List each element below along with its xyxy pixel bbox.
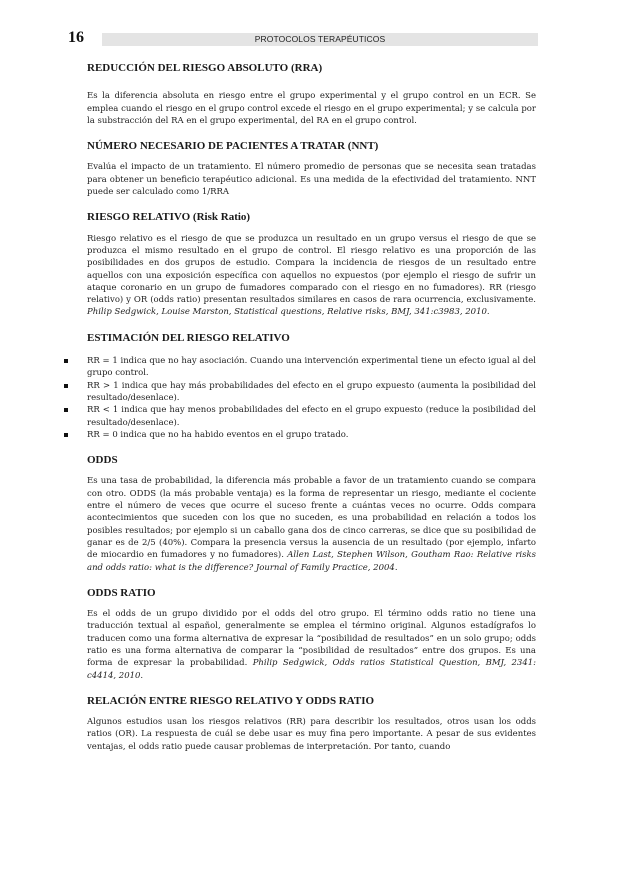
section-heading: REDUCCIÓN DEL RIESGO ABSOLUTO (RRA) — [87, 62, 323, 74]
list-item-text: RR = 0 indica que no ha habido eventos en el grupo tratado. — [87, 429, 349, 440]
citation: Philip Sedgwick, Louise Marston, Statistical questions, Relative risks, BMJ, 341:c3983, 2010. — [87, 307, 490, 318]
citation: Philip Sedgwick, Odds ratios Statistical Question, BMJ, 2341: c4414, 2010. — [87, 658, 537, 681]
section-odds — [87, 454, 536, 574]
section-nnt — [87, 140, 536, 198]
running-title: PROTOCOLOS TERAPÉUTICOS — [254, 34, 386, 44]
section-rra — [87, 62, 536, 127]
list-item — [87, 404, 536, 429]
section-heading: RIESGO RELATIVO (Risk Ratio) — [87, 211, 251, 224]
paragraph-text: Es el odds de un grupo dividido por el odds del otro grupo. El término odds ratio no tiene una traducción textual al español, generalmente se emplea el término original. Algunos estadígrafos lo traducen como una forma alternativa de expresar la “posibilidad de resultados” en un solo grupo; odds ratio es una forma alternativa de comparar la “posibilidad de resultados” entre dos grupos. Es una forma de expresar la probabilidad. — [87, 609, 536, 669]
section-riesgo-relativo — [87, 211, 536, 318]
section-heading: NÚMERO NECESARIO DE PACIENTES A TRATAR (NNT) — [87, 140, 379, 153]
section-odds-ratio — [87, 587, 536, 682]
document-body — [87, 62, 536, 753]
list-item — [87, 355, 536, 380]
paragraph-text: Riesgo relativo es el riesgo de que se produzca un resultado en un grupo versus el riesgo de que se produzca el mismo resultado en el grupo de control. El riesgo relativo es una proporción de las posibilidades en dos grupos de estudio. Compara la incidencia de riesgos de un resultado entre aquellos con una exposición específica con aquellos no expuestos (por ejemplo el riesgo de sufrir un ataque coronario en un grupo de fumadores comparado con el riesgo en no fumadores). RR (riesgo relativo) y OR (odds ratio) presentan resultados similares en casos de rara ocurrencia, exclusivamente. — [87, 233, 536, 306]
list-item — [87, 380, 536, 405]
section-paragraph: Es la diferencia absoluta en riesgo entre el grupo experimental y el grupo control en un ECR. Se emplea cuando el riesgo en el grupo control excede el riesgo en el grupo experimental; y se calcula por la substracción del RA en el grupo experimental, del RA en el grupo control. — [87, 91, 536, 126]
section-heading: ESTIMACIÓN DEL RIESGO RELATIVO — [87, 331, 290, 344]
section-estimacion-riesgo-relativo — [87, 332, 536, 441]
page-number: 16 — [68, 29, 84, 46]
paragraph-text: Es una tasa de probabilidad, la diferencia más probable a favor de un tratamiento cuando se compara con otro. ODDS (la más probable ventaja) es la forma de representar un riesgo, mediante el cociente entre el número de veces que ocurre el suceso frente a cuántas veces no ocurre. Odds compara acontecimientos que suceden con los que no suceden, es una probabilidad en relación a todos los posibles resultados; por ejemplo si un caballo gana dos de cinco carreras, se dice que su posibilidad de ganar es de 2/5 (40%). Compara la presencia versus la ausencia de un resultado (por ejemplo, infarto de miocardio en fumadores y no fumadores). — [87, 476, 536, 561]
section-heading: RELACIÓN ENTRE RIESGO RELATIVO Y ODDS RATIO — [87, 694, 375, 707]
running-header — [102, 33, 538, 46]
citation: Allen Last, Stephen Wilson, Goutham Rao: Relative risks and odds ratio: what is the difference? Journal of Family Practice, 2004. — [87, 550, 537, 573]
section-paragraph — [87, 233, 536, 319]
section-paragraph: Algunos estudios usan los riesgos relativos (RR) para describir los resultados, otros usan los odds ratios (OR). La respuesta de cuál se debe usar es muy fina pero importante. A pesar de sus evidentes ventajas, el odds ratio puede causar problemas de interpretación. Por tanto, cuando — [87, 717, 536, 752]
section-relacion-rr-or — [87, 695, 536, 753]
bullet-icon — [64, 408, 68, 412]
list-item-text: RR > 1 indica que hay más probabilidades del efecto en el grupo expuesto (aumenta la posibilidad del resultado/desenlace). — [87, 380, 536, 403]
bullet-icon — [64, 433, 68, 437]
bullet-icon — [64, 359, 68, 363]
list-item-text: RR = 1 indica que no hay asociación. Cuando una intervención experimental tiene un efecto igual al del grupo control. — [87, 356, 536, 379]
section-heading: ODDS RATIO — [87, 586, 156, 599]
section-paragraph — [87, 608, 536, 682]
section-paragraph — [87, 475, 536, 573]
bullet-list — [87, 355, 536, 441]
list-item-text: RR < 1 indica que hay menos probabilidades del efecto en el grupo expuesto (reduce la posibilidad del resultado/desenlace). — [87, 405, 536, 428]
section-paragraph: Evalúa el impacto de un tratamiento. El número promedio de personas que se necesita sean tratadas para obtener un beneficio terapéutico adicional. Es una medida de la efectividad del tratamiento. NNT puede ser calculado como 1/RRA — [87, 162, 536, 198]
list-item — [87, 429, 536, 441]
bullet-icon — [64, 384, 68, 388]
section-heading: ODDS — [87, 454, 118, 467]
